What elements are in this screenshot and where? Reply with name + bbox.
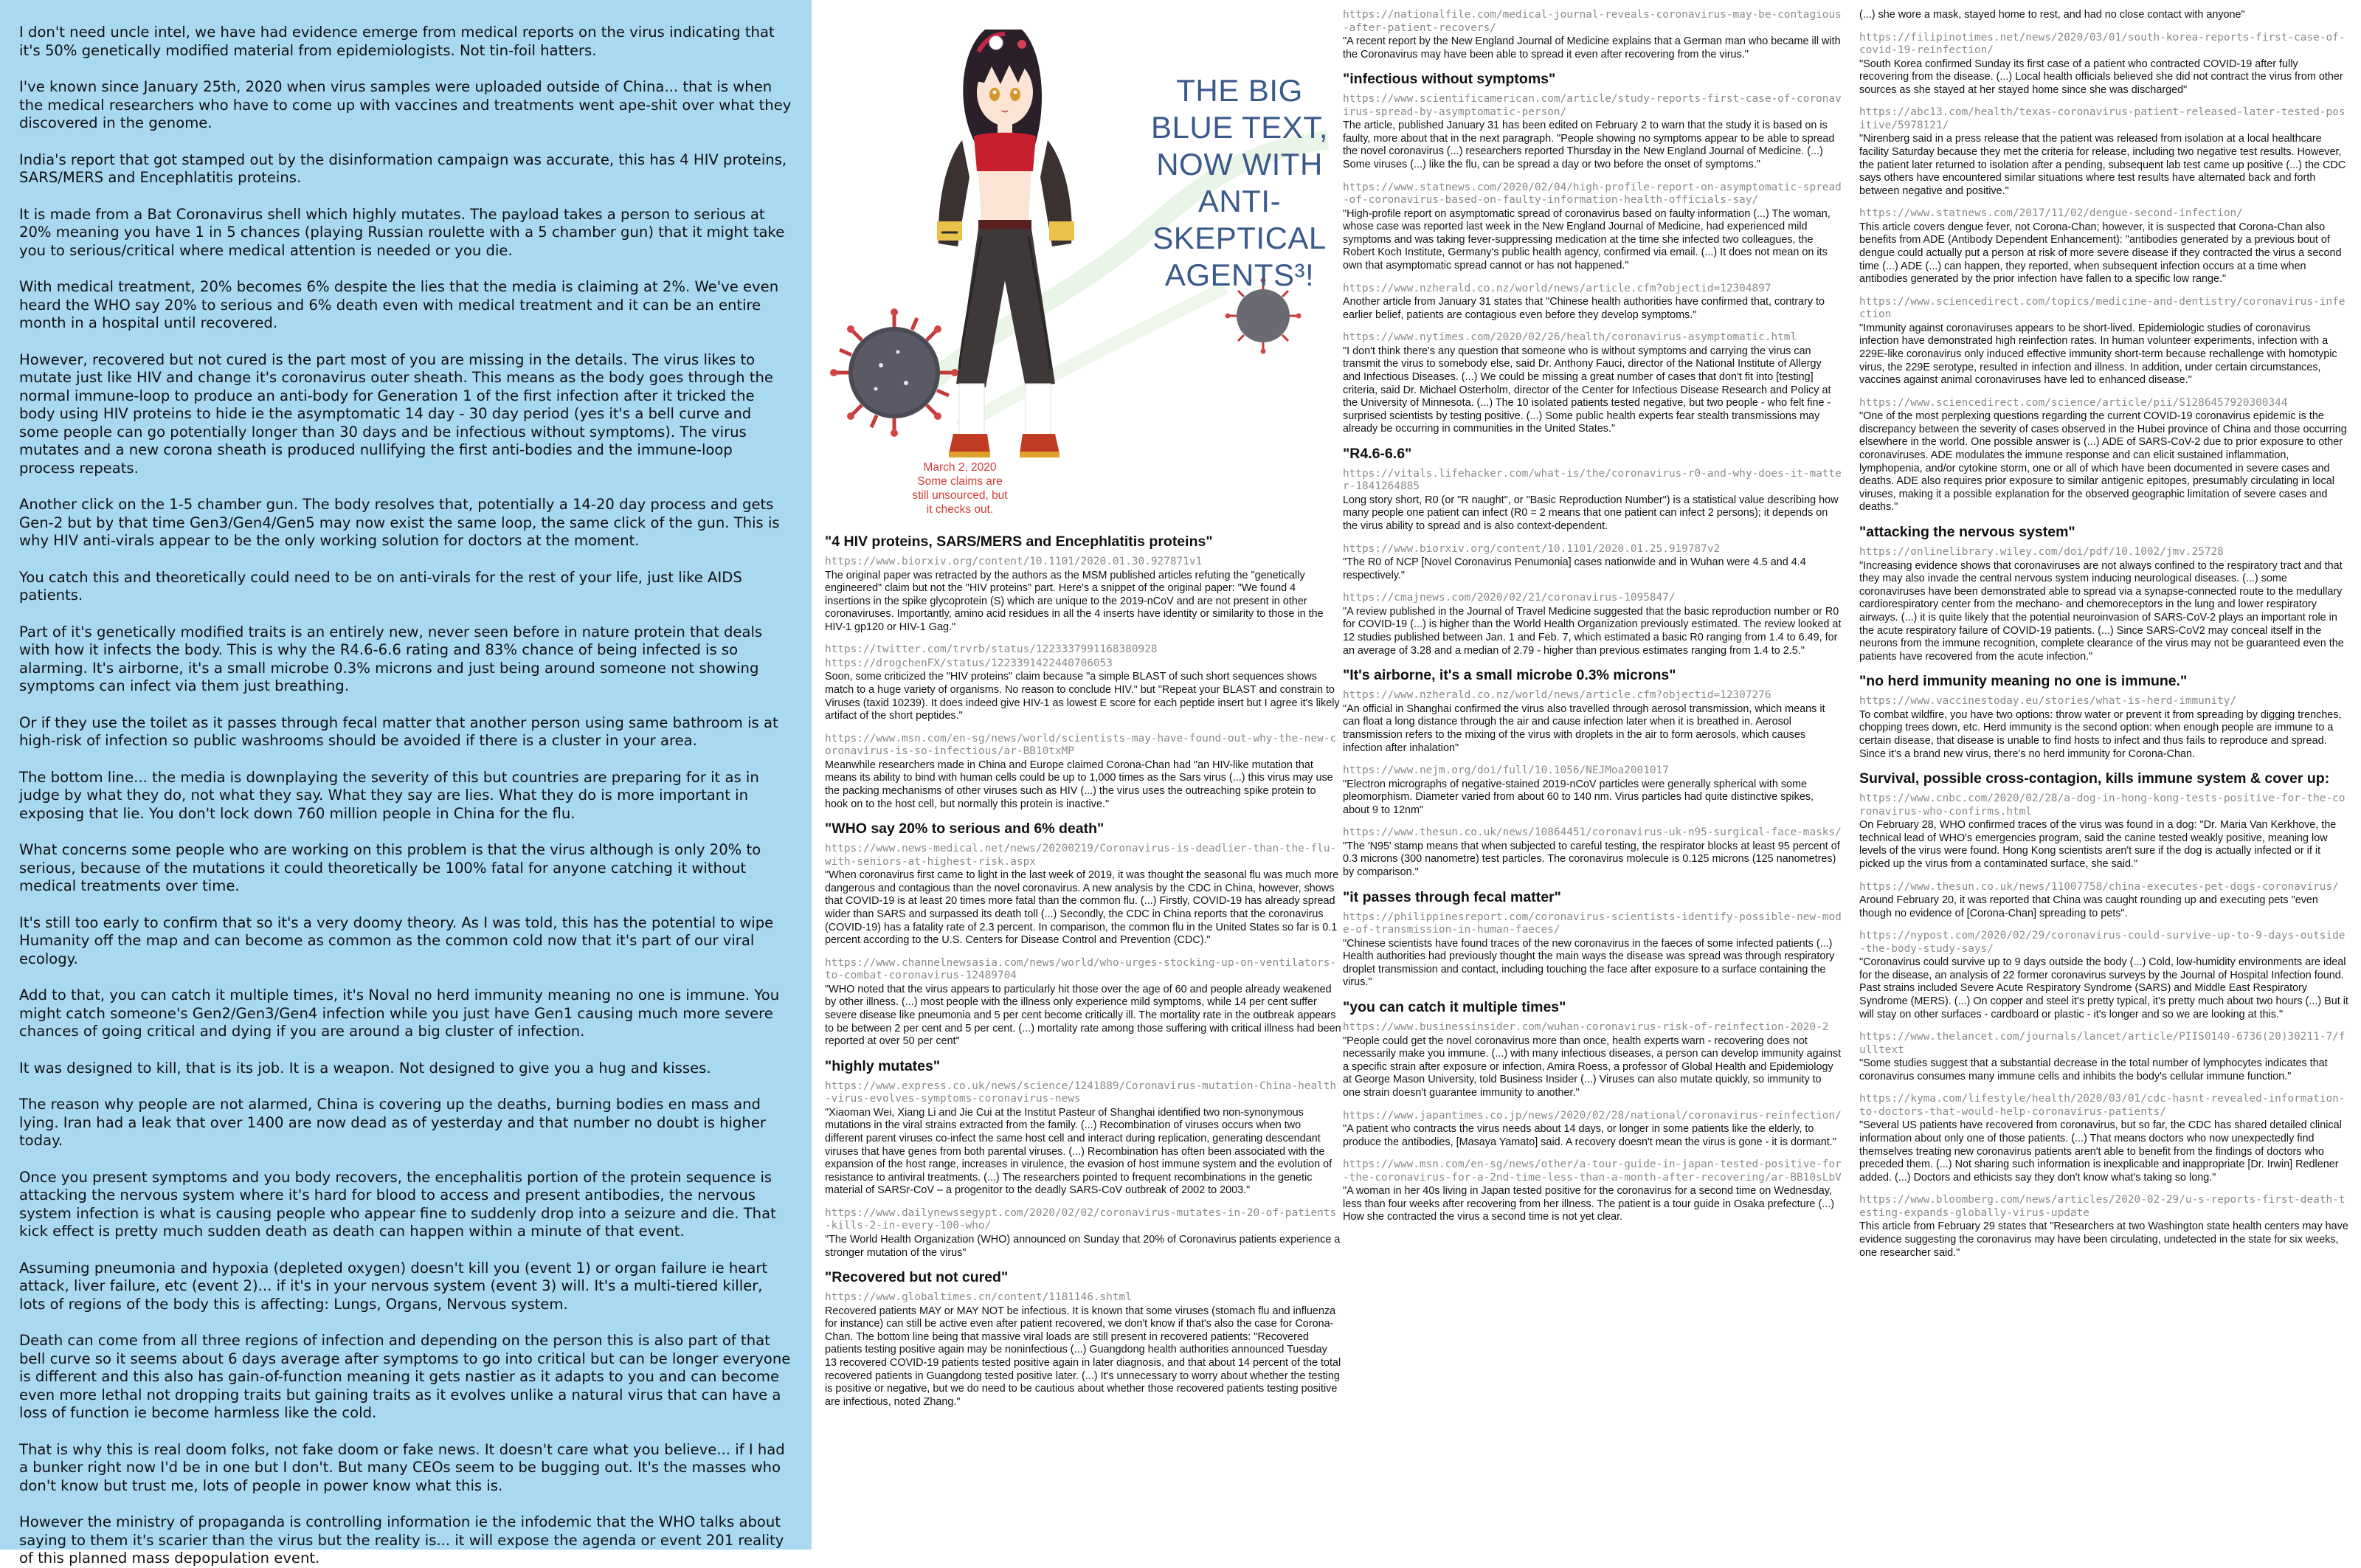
source-quote: "People could get the novel coronavirus more than once, health experts warn - recovering does not necessarily make you immune. (...) with many infectious diseases, a person can develop immunity against a specific strain after exposure or infection, Amira Roess, a professor of Global Health and Epidemiology at George Mason University, told Business Insider (...) Viruses can also mutate quickly, so immunity to one strain doesn't guarantee immunity to another." [1343,1035,1842,1099]
source-quote: "Chinese scientists have found traces of the new coronavirus in the faeces of some infected patients (...) Health authorities had previously thought the main ways the disease was spread was through respiratory droplet transmission and contact, including touching the face after exposure to a surface containing the virus." [1343,937,1835,989]
source-quote: Long story short, R0 (or "R naught", or "Basic Reproduction Number") is a statistical value describing how many people one patient can infect (R0 = 2 means that one patient can infect 2 persons); it depends on the virus ability to spread and is also context-dependent. [1343,494,1839,533]
source-url: https://www.biorxiv.org/content/10.1101/2020.01.30.927871v1 [825,556,1203,567]
left-paragraph: I don't need uncle intel, we have had evidence emerge from medical reports on the virus indicating that it's 50% genetically modified material from epidemiologists. Not tin-foil hatters. [19,24,775,59]
source-url: https://twitter.com/trvrb/status/1223337991168380928 [825,643,1158,656]
source-entry [1859,397,2349,514]
source-url: https://www.globaltimes.cn/content/1181146.shtml [825,1291,1132,1304]
source-entry [825,1080,1341,1198]
source-entry [825,843,1341,947]
left-paragraph: With medical treatment, 20% becomes 6% despite the lies that the media is claiming at 2%. We've even heard the WHO say 20% to serious and 6% death even with medical treatment and it can be an entire month in a hospital until recovered. [19,278,779,331]
source-entry [1343,543,1842,583]
source-quote: Around February 20, it was reported that China was caught rounding up and executing pets "even though no evidence of [Corona-Chan] spreading to pets". [1859,894,2318,919]
left-paragraph: Or if they use the toilet as it passes through fecal matter that another person using same bathroom is at high-risk of infection so public washrooms should be avoided if there is a cluster in your area. [19,714,778,749]
sources-column-3 [1859,9,2349,1269]
source-entry [825,957,1341,1049]
anime-character-figure [937,30,1074,457]
source-quote: "High-profile report on asymptomatic spread of coronavirus based on faulty information (...) The woman, whose case was reported last week in the New England Journal of Medicine, had experienced mild symptoms and was taking fever-suppressing medication at the time she infected two colleagues, the Robert Koch Institute, Germany's public health agency, confirmed via email. (...) It does not mean on its own that asymptomatic spread cannot or has not happened." [1343,207,1831,272]
source-url: https://drogchenFX/status/1223391422440706053 [825,657,1113,669]
source-entry [1859,32,2349,97]
source-entry [825,1058,1341,1074]
claim-heading: "you can catch it multiple times" [1343,999,1566,1016]
source-entry [1343,93,1842,171]
date-note-line: March 2, 2020 [923,461,997,474]
source-url: https://cmajnews.com/2020/02/21/coronavirus-1095847/ [1343,592,1676,604]
claim-heading: "attacking the nervous system" [1859,524,2075,541]
source-entry [1343,446,1842,462]
left-paragraph: The reason why people are not alarmed, China is covering up the deaths, burning bodies en mass and lying. Iran had a leak that over 1400 are now dead as of yesterday and that number no doubt is higher today. [19,1096,766,1149]
source-quote: "Increasing evidence shows that coronaviruses are not always confined to the respiratory tract and that they may also invade the central nervous system inducing neurological diseases. (...) some coronaviruses have been demonstrated able to spread via a synapse-connected route to the medullary cardiorespiratory center from the mechano- and chemoreceptors in the lung and lower respiratory airways. (...) it is quite likely that the potential neuroinvasion of SARS-CoV-2 plays an important role in the acute respiratory failure of COVID-19 patients. (...) Since SARS-CoV2 may conceal itself in the neurons from the immune recognition, complete clearance of the virus may not be guaranteed even the patients have recovered from the acute infection." [1859,559,2344,663]
source-entry [1343,1110,1842,1150]
source-quote: Another article from January 31 states that "Chinese health authorities have confirmed that, contrary to earlier belief, patients are contagious even before they develop symptoms." [1343,296,1825,321]
source-entry [825,733,1341,811]
source-quote: Soon, some criticized the "HIV proteins" claim because "a simple BLAST of such short sequences shows match to a huge variety of organisms. No reason to conclude HIV." but "Repeat your BLAST and constrain to Viruses (taxid 10239). It does indeed give HIV-1 as lowest E score for each peptide insert but I agree it's likely artifact of the short peptides." [825,671,1340,722]
date-note-line: Some claims are [917,475,1003,488]
source-entry [1343,889,1842,905]
claim-heading: "highly mutates" [825,1057,941,1074]
left-paragraph: However the ministry of propaganda is controlling information ie the infodemic that the WHO talks about saying to them it's scarier than the virus but the reality is... it will expose the agenda or event 201 reality of this planned mass depopulation event. [19,1513,784,1567]
source-entry [1343,1021,1842,1099]
source-quote: "A recent report by the New England Journal of Medicine explains that a German man who became ill with the Coronavirus may have been able to spread it even after recovering from the virus." [1343,35,1841,61]
claim-heading: "infectious without symptoms" [1343,71,1556,88]
source-url: https://www.nytimes.com/2020/02/26/health/coronavirus-asymptomatic.html [1343,331,1797,344]
source-quote: "Nirenberg said in a press release that the patient was released from isolation at a local healthcare facility Saturday because they met the criteria for release, including two negative test results. However, the patient later returned to isolation after a pending, subsequent lab test came up positive (...) the CDC says others have encountered similar situations where test results have alternated back and forth between negative and positive." [1859,133,2346,197]
source-url: https://www.channelnewsasia.com/news/world/who-urges-stocking-up-on-ventilators-to-combat-coronavirus-12489704 [825,956,1337,982]
source-url: https://www.scientificamerican.com/article/study-reports-first-case-of-coronavirus-spread-by-asymptomatic-person/ [1343,93,1842,118]
big-blue-headline [1135,72,1344,294]
source-url: https://www.msn.com/en-sg/news/other/a-tour-guide-in-japan-tested-positive-for-the-coronavirus-for-a-2nd-time-less-than-a-month-after-recovering/ar-BB10sLbV [1343,1158,1842,1184]
source-url: https://www.statnews.com/2020/02/04/high-profile-report-on-asymptomatic-spread-of-coronavirus-based-on-faulty-information-health-officials-say/ [1343,181,1842,207]
source-quote: "A patient who contracts the virus needs about 14 days, or longer in some patients like the elderly, to produce the antibodies, [Masaya Yamato] said. A recovery doesn't mean the virus is gone - it is dormant." [1343,1123,1836,1148]
source-quote: "The R0 of NCP [Novel Coronavirus Penumonia] cases nationwide and in Wuhan were 4.5 and 4.4 respectively." [1343,556,1806,581]
source-quote: "Coronavirus could survive up to 9 days outside the body (...) Cold, low-humidity environments are ideal for the disease, an analysis of 22 former coronavirus surveys by the Journal of Hospital Infection found. Past strains included Severe Acute Respiratory Syndrome (SARS) and Middle East Respiratory Syndrome (MERS). (...) On copper and steel it's pretty typical, it's pretty much about two hours (...) But it will stay on other surfaces - cardboard or plastic - it's longer and so we are looking at this." [1859,956,2348,1020]
source-entry [1859,1194,2349,1260]
source-quote: "I don't think there's any question that someone who is without symptoms and carrying the virus can transmit the virus to somebody else, said Dr. Anthony Fauci, director of the National Institute of Allergy and Infectious Diseases. (...) We could be missing a great number of cases that don't fit into [testing] criteria, said Dr. Michael Osterholm, director of the Center for Infectious Disease Research and Policy at the University of Minnesota. (...) The 10 isolated patients tested negative, but two people - who felt fine - surprised scientists by testing positive. (...) Some public health experts fear stealth transmissions may already be occurring in communities in the United States." [1343,345,1831,435]
source-entry [1859,1093,2349,1184]
left-paragraph: However, recovered but not cured is the part most of you are missing in the details. The virus likes to mutate just like HIV and change it's coronavirus outer sheath. This means as the body goes through the normal immune-loop to produce an anti-body for Generation 1 of the first infection after it tricked the body using HIV proteins to hide ie the asymptomatic 14 day - 30 day period (yes it's a bell curve and some people can go potentially longer than 30 days and be infectious without symptoms). The virus mutates and a new corona sheath is produced nullifying the first anti-bodies and the immune-loop process repeats. [19,350,773,477]
headline-line: THE BIG [1176,73,1303,108]
source-url: https://www.nzherald.co.nz/world/news/article.cfm?objectid=12307276 [1343,689,1771,702]
source-entry [1859,9,2349,22]
source-url: https://www.nzherald.co.nz/world/news/article.cfm?objectid=12304897 [1343,282,1771,294]
source-quote: To combat wildfire, you have two options: throw water or prevent it from spreading by digging trenches, chopping trees down, etc. Herd immunity is the second option: when enough people are immune to a certain disease, that disease is unable to find hosts to infect and thus fails to reproduce and spread. Since it's a brand new virus, there's no herd immunity for Corona-Chan. [1859,708,2342,760]
source-entry [825,1291,1341,1409]
claim-heading: "R4.6-6.6" [1343,445,1412,462]
date-note-line: still unsourced, but [912,489,1008,502]
source-quote: "South Korea confirmed Sunday its first case of a patient who contracted COVID-19 after fully recovering from the disease. (...) Local health officials believed she did not contract the virus from other sources as she stayed at her stayed home since she was discharged" [1859,58,2343,96]
left-text-panel [0,0,812,1567]
headline-line: SKEPTICAL [1152,221,1327,255]
left-paragraph: The bottom line... the media is downplaying the severity of this but countries are preparing for it as in judge by what they do, not what they say. What they say are lies. What they do is more important in exposing that lie. You don't lock down 760 million people in China for the flu. [19,768,759,822]
source-entry [1859,881,2349,921]
source-entry [1859,207,2349,286]
source-quote: "Immunity against coronaviruses appears to be short-lived. Epidemiologic studies of coronavirus infection have demonstrated high reinfection rates. In human volunteer experiments, infection with a 229E-like coronavirus only induced effective immunity short-term because rechallenge with homotypic virus, the 229E serotype, resulted in infection and illness. In addition, under certain circumstances, vaccines against animal coronaviruses have led to enhanced disease." [1859,322,2337,387]
source-quote: This article from February 29 states that "Researchers at two Washington state health centers may have evidence suggesting the coronavirus may have been circulating, undetected in the state for six weeks, one researcher said." [1859,1220,2348,1259]
source-entry [1343,826,1842,879]
source-entry [1859,695,2349,761]
source-entry [1343,689,1842,755]
headline-line: ANTI- [1197,184,1282,218]
claim-heading: "Recovered but not cured" [825,1269,1009,1286]
left-paragraph: India's report that got stamped out by the disinformation campaign was accurate, this has 4 HIV proteins, SARS/MERS and Encephlatitis proteins. [19,151,787,186]
source-url: https://www.vaccinestoday.eu/stories/what-is-herd-immunity/ [1859,695,2237,708]
source-url: https://nationalfile.com/medical-journal-reveals-coronavirus-may-be-contagious-after-patient-recovers/ [1343,9,1842,34]
source-url: https://www.thesun.co.uk/news/10864451/coronavirus-uk-n95-surgical-face-masks/ [1343,826,1842,839]
claim-heading: "It's airborne, it's a small microbe 0.3% microns" [1343,667,1676,684]
claim-heading: "4 HIV proteins, SARS/MERS and Encephlatitis proteins" [825,533,1213,550]
source-quote: On February 28, WHO confirmed traces of the virus was found in a dog: "Dr. Maria Van Kerkhove, the technical lead of WHO's emergencies program, said the canine tested weakly positive, meaning low levels of the virus were found. Hong Kong scientists aren't sure if the dog is actually infected or if it picked up the virus from a contaminated surface, she said." [1859,819,2337,870]
source-entry [1859,296,2349,387]
source-url: https://abc13.com/health/texas-coronavirus-patient-released-later-tested-positive/5978121/ [1859,106,2346,131]
source-url: https://www.sciencedirect.com/science/article/pii/S1286457920300344 [1859,396,2288,409]
headline-line: NOW WITH [1156,147,1323,182]
virus-icon-large [830,308,958,437]
source-quote: "When coronavirus first came to light in the last week of 2019, it was thought the seasonal flu was much more dangerous and contagious than the novel coronavirus. A new analysis by the CDC in China, however, shows that COVID-19 is at least 20 times more fatal than the common flu. (...) Firstly, COVID-19 has already spread wider than SARS and surpassed its death toll (...) Secondly, the CDC in China reports that the coronavirus (COVID-19) has a fatality rate of 2.3 percent. In comparison, the common flu in the United States so far is 0.1 percent according to the U.S. Centers for Disease Control and Prevention (CDC)." [825,869,1339,947]
left-paragraph: That is why this is real doom folks, not fake doom or fake news. It doesn't care what you believe... if I had a bunker right now I'd be in one but I don't. But many CEOs seem to be bugging out. It's the masses who don't know but trust me, lots of people in power know what this is. [19,1440,785,1494]
source-entry [1343,182,1842,273]
date-note-line: it checks out. [926,503,994,516]
source-url: https://www.biorxiv.org/content/10.1101/2020.01.25.919787v2 [1343,542,1721,555]
source-url: https://www.nejm.org/doi/full/10.1056/NEJMoa2001017 [1343,764,1669,777]
source-entry [1343,283,1842,322]
source-url: https://www.cnbc.com/2020/02/28/a-dog-in-hong-kong-tests-positive-for-the-coronavirus-who-confirms.html [1859,792,2346,818]
claim-heading: Survival, possible cross-contagion, kills immune system & cover up: [1859,770,2330,787]
sources-column-2 [1343,9,1842,1234]
source-url: https://philippinesreport.com/coronavirus-scientists-identify-possible-new-mode-of-transmission-in-human-faeces/ [1343,911,1842,936]
source-entry [825,821,1341,837]
source-url: https://www.msn.com/en-sg/news/world/scientists-may-have-found-out-why-the-new-coronavirus-is-so-infectious/ar-BB10txMP [825,732,1337,758]
source-url: https://www.bloomberg.com/news/articles/2020-02-29/u-s-reports-first-death-testing-expands-globally-virus-update [1859,1194,2346,1219]
source-url: https://www.thelancet.com/journals/lancet/article/PIIS0140-6736(20)30211-7/fulltext [1859,1031,2346,1056]
source-entry [1343,911,1842,990]
source-quote: "A review published in the Journal of Travel Medicine suggested that the basic reproduction number or R0 for COVID-19 (...) is higher than the World Health Organization previously estimated. The review looked at 12 studies published between Jan. 1 and Feb. 7, which estimated a basic R0 ranging from 1.4 to 6.49, for an average of 3.28 and a median of 2.79 - higher than previous estimates ranging from 1.4 to 2.5." [1343,605,1842,657]
source-entry [1859,546,2349,663]
left-paragraph: Add to that, you can catch it multiple times, it's Noval no herd immunity meaning no one is immune. You might catch someone's Gen2/Gen3/Gen4 infection while you just have Gen1 causing much more severe chances of going critical and dying if you are around a big cluster of infection. [19,987,780,1040]
source-url: https://www.japantimes.co.jp/news/2020/02/28/national/coronavirus-reinfection/ [1343,1109,1842,1122]
source-quote: Meanwhile researchers made in China and Europe claimed Corona-Chan had "an HIV-like mutation that means its ability to bind with human cells could be up to 1,000 times as the Sars virus (...) this virus may use the packing mechanisms of other viruses such as HIV (...) the virus uses the outreaching spike protein to hook on to the host cell, but normally this protein is inactive." [825,759,1333,810]
source-url: https://www.businessinsider.com/wuhan-coronavirus-risk-of-reinfection-2020-2 [1343,1021,1829,1034]
source-quote: "A woman in her 40s living in Japan tested positive for the coronavirus for a second time on Wednesday, less than four weeks after recovering from her illness. The patient is a tour guide in Osaka prefecture (...) How she contracted the virus a second time is not yet clear. [1343,1185,1835,1223]
source-url: https://www.thesun.co.uk/news/11007758/china-executes-pet-dogs-coronavirus/ [1859,880,2339,893]
source-entry [1859,770,2349,787]
source-quote: "Several US patients have recovered from coronavirus, but so far, the CDC has shared detailed clinical information about only one of those patients. (...) That means doctors who now unexpectedly find themselves treating new coronavirus patients aren't able to benefit from the findings of doctors who preceded them. (...) Not sharing such information is inexplicable and inappropriate [Dr. Irwin] Redlener added. (...) Doctors and ethicists say they don't know what's taking so long." [1859,1119,2342,1184]
left-paragraph: It was designed to kill, that is its job. It is a weapon. Not designed to give you a hug and kisses. [19,1059,711,1077]
source-entry [1343,331,1842,436]
headline-line: BLUE TEXT, [1151,110,1328,145]
source-url: https://filipinotimes.net/news/2020/03/01/south-korea-reports-first-case-of-covid-19-reinfection/ [1859,31,2346,57]
source-entry [1343,468,1842,533]
source-entry [825,643,1341,722]
source-entry [825,556,1341,634]
source-entry [1343,9,1842,61]
source-url: https://www.express.co.uk/news/science/1241889/Coronavirus-mutation-China-health-virus-evolves-symptoms-coronavirus-news [825,1080,1337,1105]
source-quote: This article covers dengue fever, not Corona-Chan; however, it is suspected that Corona-Chan also benefits from ADE (Antibody Dependent Enhancement): "antibodies generated by a previous bout of dengue could actually put a person at risk of more severe disease if they contracted the virus a second time (...) ADE (...) can happen, they reported, when subsequent infection occurs at a time when antibodies generated by the prior infection have fallen to a specific low range." [1859,221,2342,286]
claim-heading: "WHO say 20% to serious and 6% death" [825,821,1105,837]
left-paragraph: It is made from a Bat Coronavirus shell which highly mutates. The payload takes a person to serious at 20% meaning you have 1 in 5 chances (playing Russian roulette with a 5 chamber gun) that it might take you to serious/critical where medical attention is needed or you die. [19,205,785,259]
source-quote: Recovered patients MAY or MAY NOT be infectious. It is known that some viruses (stomach flu and influenza for instance) can still be active even after patient recovered, we don't know if that's also the case for Corona-Chan. The bottom line being that massive viral loads are still present in recovered patients: "Recovered patients testing positive again may be noninfectious (...) Guangdong health authorities announced Tuesday 13 recovered COVID-19 patients tested positive again in later diagnosis, and that about 14 percent of the total recovered patients in Guangdong tested positive later. (...) It's unnecessary to worry about whether the testing is positive or negative, but we do need to be cautious about whether those recovered patients testing positive are infectious, noted Zhang." [825,1305,1341,1408]
source-quote: "The 'N95' stamp means that when subjected to careful testing, the respirator blocks at least 95 percent of 0.3 microns (300 nanometre) test particles. The coronavirus molecule is 0.125 microns (125 nanometres) by comparison." [1343,840,1840,879]
left-paragraph: Assuming pneumonia and hypoxia (depleted oxygen) doesn't kill you (event 1) or organ failure ie heart attack, liver failure, etc (event 2)... if it's in your nervous system (event 3) will. It's a multi-tiered killer, lots of regions of the body this is affecting: Lungs, Organs, Nervous system. [19,1259,768,1313]
left-paragraph: Part of it's genetically modified traits is an entirely new, never seen before in nature protein that deals with how it infects the body. This is why the R4.6-6.6 rating and 83% chance of being infected is so alarming. It's airborne, it's a small microbe 0.3% microns and just being around someone not showing symptoms can infect via them just breathing. [19,623,763,694]
source-quote: "The World Health Organization (WHO) announced on Sunday that 20% of Coronavirus patients experience a stronger mutation of the virus" [825,1233,1341,1259]
source-quote: The article, published January 31 has been edited on February 2 to warn that the study it is based on is faulty, more about that in the next paragraph. "People showing no symptoms appear to be able to spread the novel coronavirus (...) researchers reported Thursday in the New England Journal of Medicine. (...) Some viruses (...) like the flu, can be spread a day or two before the onset of symptoms." [1343,120,1835,170]
source-quote: "Electron micrographs of negative-stained 2019-nCoV particles were generally spherical with some pleomorphism. Diameter varied from about 60 to 140 nm. Virus particles had quite distinctive spikes, about 9 to 12nm" [1343,778,1814,816]
source-quote: "WHO noted that the virus appears to particularly hit those over the age of 60 and people already weakened by other illness. (...) most people with the illness only experience mild symptoms, while 14 per cent suffer severe disease like pneumonia and 5 per cent become critically ill. The mortality rate in the outbreak appears to be between 2 per cent and 5 per cent. (...) mortality rate among those suffering with critical illness had been reported at over 50 per cent" [825,983,1341,1048]
source-url: https://onlinelibrary.wiley.com/doi/pdf/10.1002/jmv.25728 [1859,546,2224,559]
left-paragraph: It's still too early to confirm that so it's a very doomy theory. As I was told, this has the potential to wipe Humanity off the map and can become as common as the common cold now that it's part of our viral ecology. [19,913,774,967]
source-url: https://kyma.com/lifestyle/health/2020/03/01/cdc-hasnt-revealed-information-to-doctors-that-would-help-coronavirus-patients/ [1859,1093,2346,1118]
source-quote: "Some studies suggest that a substantial decrease in the total number of lymphocytes indicates that coronavirus consumes many immune cells and inhibits the body's cellular immune function." [1859,1057,2328,1082]
claim-heading: "no herd immunity meaning no one is immune." [1859,673,2188,690]
source-quote: "One of the most perplexing questions regarding the current COVID-19 coronavirus epidemic is the discrepancy between the severity of cases observed in the Hubei province of China and those occurring elsewhere in the world. One possible answer is (...) ADE of SARS-CoV-2 due to prior exposure to other coronaviruses. ADE modulates the immune response and can elicit sustained inflammation, lymphopenia, and/or cytokine storm, one or all of which have been documented in severe cases and deaths. ADE also requires prior exposure to similar antigenic epitopes, presumably circulating in local viruses, making it a possible explanation for the observed geographic limitation of severe cases and deaths." [1859,410,2347,514]
sources-column-1 [825,533,1341,1418]
left-paragraph: I've known since January 25th, 2020 when virus samples were uploaded outside of China... that is when the medical researchers who have to come up with vaccines and treatments went ape-shit over what they discovered in the genome. [19,78,792,131]
source-entry [1859,1031,2349,1083]
source-entry [1859,106,2349,198]
source-quote: "Xiaoman Wei, Xiang Li and Jie Cui at the Institut Pasteur of Shanghai identified two non-synonymous mutations in the viral strains extracted from the family. (...) Recombination of viruses occurs when two different parent viruses co-infect the same host cell and interact during replication, generating descendant viruses that have genes from both parental viruses. (...) Recombination has often been associated with the expansion of the host range, increases in virulence, the evasion of host immune system and the evolution of resistance to antiviral treatments. (...) The researchers pointed to frequent recombinations in the genetic material of SARSr-CoV – a progenitor to the deadly SARS-CoV outbreak of 2002 to 2003." [825,1106,1332,1197]
source-entry [825,1207,1341,1260]
source-entry [1859,792,2349,871]
source-url: https://www.dailynewssegypt.com/2020/02/02/coronavirus-mutates-in-20-of-patients-kills-2-in-every-100-who/ [825,1206,1337,1232]
source-entry [1343,592,1842,657]
source-entry [1343,667,1842,683]
source-url: https://www.news-medical.net/news/20200219/Coronavirus-is-deadlier-than-the-flu-with-seniors-at-highest-risk.aspx [825,843,1337,868]
left-paragraph: Once you present symptoms and you body recovers, the encephalitis portion of the protein sequence is attacking the nervous system where it's hard for blood to access and present antibodies, the nervous system infection is what is causing people who appear fine to suddenly drop into a seizure and die. That kick effect is pretty much sudden death as death can happen within a minute of that event. [19,1168,776,1240]
source-quote: "An official in Shanghai confirmed the virus also travelled through aerosol transmission, which means it can float a long distance through the air and cause infection later when it is breathed in. Aerosol transmission refers to the mixing of the virus with droplets in the air to form aerosols, which causes infection after inhalation" [1343,702,1825,754]
left-paragraph: Death can come from all three regions of infection and depending on the person this is also part of that bell curve so it seems about 6 days average after symptoms to go into critical but can be longer everyone is different and this also has gain-of-function meaning it gets nastier as it adapts to you and can become even more lethal not dropping traits but gaining traits as it evolves unlike a natural virus that can have a loss of function ie become harmless like the cold. [19,1332,791,1421]
left-paragraph: What concerns some people who are working on this problem is that the virus although is only 20% to serious, because of the mutations it could theoretically be 100% fatal for anyone catching it without medical treatments over time. [19,841,761,894]
source-entry [1343,71,1842,87]
claim-heading: "it passes through fecal matter" [1343,888,1561,905]
source-entry [1343,1158,1842,1224]
source-entry [1859,930,2349,1021]
source-quote: (...) she wore a mask, stayed home to rest, and had no close contact with anyone" [1859,9,2245,21]
source-entry [1859,524,2349,540]
left-paragraph: Another click on the 1-5 chamber gun. The body resolves that, potentially a 14-20 day process and gets Gen-2 but by that time Gen3/Gen4/Gen5 may now exist the same loop, the same click of the gun. This is why HIV anti-virals appear to be the only working solution for doctors at the moment. [19,496,780,549]
source-url: https://vitals.lifehacker.com/what-is/the/coronavirus-r0-and-why-does-it-matter-1841264885 [1343,467,1842,493]
left-paragraph: You catch this and theoretically could need to be on anti-virals for the rest of your life, just like AIDS patients. [19,568,742,604]
source-entry [825,533,1341,550]
source-entry [1343,999,1842,1015]
source-url: https://nypost.com/2020/02/29/coronavirus-could-survive-up-to-9-days-outside-the-body-study-says/ [1859,930,2346,955]
source-quote: The original paper was retracted by the authors as the MSM published articles refuting the "genetically engineered" claim but not the "HIV proteins" part. Here's a snippet of the original paper: "We found 4 insertions in the spike glycoprotein (S) which are unique to the 2019-nCoV and are not present in other coronaviruses. Importantly, amino acid residues in all the 4 inserts have identity or similarity to those in the HIV-1 gp120 or HIV-1 Gag." [825,569,1324,633]
date-note [905,460,1015,517]
source-url: https://www.sciencedirect.com/topics/medicine-and-dentistry/coronavirus-infection [1859,295,2346,321]
source-entry [1343,764,1842,817]
source-entry [1859,673,2349,689]
headline-line: AGENTS³! [1164,258,1315,292]
source-entry [825,1269,1341,1285]
source-url: https://www.statnews.com/2017/11/02/dengue-second-infection/ [1859,207,2243,220]
